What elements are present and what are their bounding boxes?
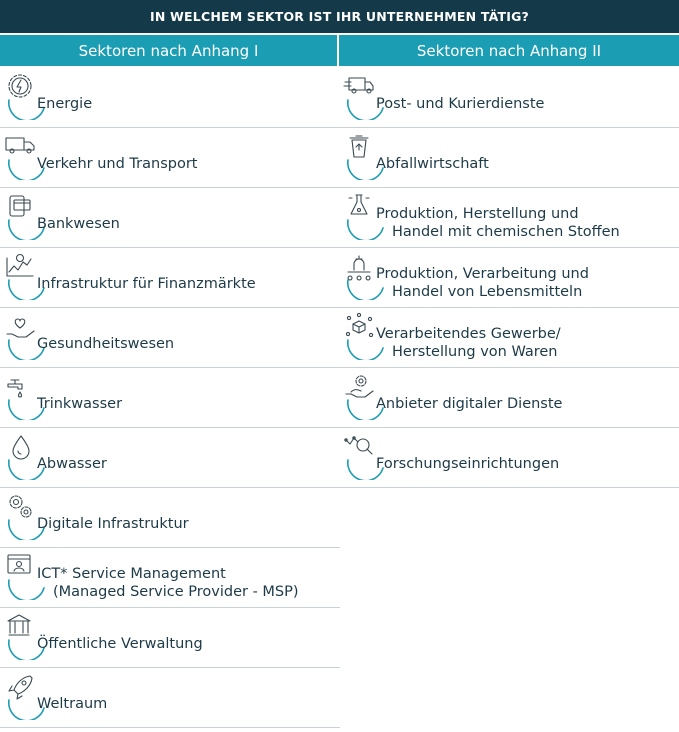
- sector-row: [0, 308, 340, 368]
- sector-row: [339, 188, 679, 248]
- sector-label-line-1: Anbieter digitaler Dienste: [376, 396, 563, 412]
- sector-row: [0, 428, 340, 488]
- sector-label: [37, 695, 107, 713]
- sector-row: [0, 248, 340, 308]
- sector-label: [376, 325, 561, 361]
- sector-label: [37, 275, 256, 293]
- sector-row: [0, 68, 340, 128]
- sector-label: [37, 155, 197, 173]
- sector-label: [376, 395, 562, 413]
- sector-label: [37, 565, 299, 601]
- sector-label: [37, 95, 92, 113]
- sector-label-line-1: Gesundheitswesen: [37, 336, 175, 352]
- sector-row: [0, 488, 340, 548]
- sector-label-line-2: (Managed Service Provider - MSP): [53, 584, 299, 600]
- sector-label-line-1: Öffentliche Verwaltung: [37, 636, 203, 652]
- sector-label: [376, 205, 620, 241]
- sector-label: [376, 95, 544, 113]
- sector-label-line-1: Verkehr und Transport: [37, 156, 198, 172]
- annex-2-header-label: Sektoren nach Anhang II: [416, 41, 602, 60]
- sector-row: [0, 608, 340, 668]
- sector-label-line-1: Energie: [37, 96, 93, 112]
- sector-row: [0, 668, 340, 728]
- sector-label-line-2: Handel von Lebensmitteln: [392, 284, 583, 300]
- sector-row: [0, 548, 340, 608]
- sector-row: [339, 248, 679, 308]
- sector-label-line-2: Herstellung von Waren: [392, 344, 558, 360]
- sector-label-line-1: ICT* Service Management: [37, 566, 226, 582]
- annex-1-header-label: Sektoren nach Anhang I: [78, 41, 259, 60]
- sector-label: [37, 515, 189, 533]
- sector-label-line-1: Abfallwirtschaft: [376, 156, 489, 172]
- sector-row: [0, 128, 340, 188]
- sector-label-line-1: Post- und Kurierdienste: [376, 96, 545, 112]
- sector-row: [339, 368, 679, 428]
- sector-row: [339, 308, 679, 368]
- sector-label: [376, 265, 589, 301]
- sector-label: [37, 215, 120, 233]
- sector-label-line-1: Bankwesen: [37, 216, 120, 232]
- sector-label-line-1: Abwasser: [37, 456, 107, 472]
- sector-label: [37, 455, 107, 473]
- sector-label-line-1: Trinkwasser: [37, 396, 123, 412]
- annex-2-sector-list: [339, 68, 679, 488]
- sector-row: [0, 368, 340, 428]
- annex-1-sector-list: [0, 68, 340, 728]
- sector-label-line-1: Digitale Infrastruktur: [37, 516, 189, 532]
- sector-row: [339, 128, 679, 188]
- sector-label-line-1: Verarbeitendes Gewerbe/: [376, 326, 561, 342]
- sector-label: [376, 155, 489, 173]
- sector-row: [339, 428, 679, 488]
- sector-row: [0, 188, 340, 248]
- sector-label-line-1: Produktion, Verarbeitung und: [376, 266, 589, 282]
- sector-label-line-2: Handel mit chemischen Stoffen: [392, 224, 620, 240]
- sector-question-banner: [0, 0, 679, 33]
- sector-label: [37, 335, 174, 353]
- annex-2-header: [339, 35, 679, 66]
- sector-label-line-1: Produktion, Herstellung und: [376, 206, 579, 222]
- sector-label-line-1: Forschungseinrichtungen: [376, 456, 560, 472]
- sector-label: [376, 455, 559, 473]
- sector-label-line-1: Weltraum: [37, 696, 108, 712]
- sector-row: [339, 68, 679, 128]
- sector-label: [37, 395, 122, 413]
- sector-label-line-1: Infrastruktur für Finanzmärkte: [37, 276, 256, 292]
- sector-label: [37, 635, 203, 653]
- annex-1-header: [0, 35, 337, 66]
- banner-title: IN WELCHEM SEKTOR IST IHR UNTERNEHMEN TÄTIG?: [149, 9, 529, 24]
